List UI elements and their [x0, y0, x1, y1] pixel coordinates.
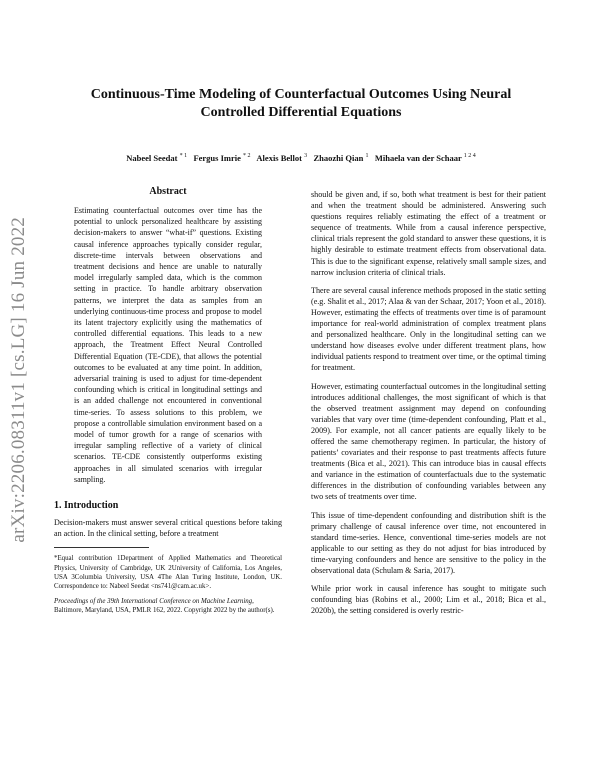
abstract-heading: Abstract	[149, 186, 187, 197]
body-paragraph: should be given and, if so, both what treatment is best for their patient and when the treatment should be administered. Answering such questions requires reliably estimating the effect of a treatment or sequence of treatments. While from a causal inference perspective, clinical trials represent the gold standard to answer these questions, it is highly desirable to estimate treatment effects from observational data. This is due to the significant expense, relatively small sample sizes, and narrow inclusion criteria of clinical trials.	[311, 190, 546, 277]
introduction-heading: 1. Introduction	[54, 500, 119, 512]
intro-paragraph: Decision-makers must answer several critical questions before taking an action. In the clinical setting, before a treatment	[54, 518, 282, 539]
author: Nabeel Seedat $^{* 1}$	[126, 153, 188, 163]
body-paragraph: There are several causal inference methods proposed in the static setting (e.g. Shalit et al., 2017; Alaa & van der Schaar, 2017; Yoon et al., 2018). However, estimating the effects of treatments over time is of paramount importance for real-world administration of complex treatment plans and personalized healthcare. Only in the longitudinal setting can we understand how diseases evolve under different treatment plans, how individual patients respond to treatment over time, or the optimal timing for treatment.	[311, 285, 546, 373]
right-column	[311, 189, 546, 623]
author: Zhaozhi Qian $^1$	[313, 153, 369, 163]
footnote-rule	[54, 547, 149, 548]
author-list	[60, 153, 542, 163]
author: Mihaela van der Schaar $^{1 2 4}$	[374, 153, 476, 163]
left-column	[54, 186, 282, 616]
proceedings-note: Proceedings of the 39th International Conference on Machine Learning, Baltimore, Maryland, USA, PMLR 162, 2022. Copyright 2022 by the author(s).	[54, 597, 275, 615]
arxiv-identifier-stamp	[4, 200, 34, 560]
arxiv-stamp-text: arXiv:2206.08311v1 [cs.LG] 16 Jun 2022	[8, 217, 29, 543]
author: Fergus Imrie $^{* 2}$	[193, 153, 251, 163]
body-paragraph: While prior work in causal inference has sought to mitigate such confounding bias (Robins et al., 2000; Lim et al., 2018; Bica et al., 2020b), the setting considered is overly restric-	[311, 584, 546, 616]
body-paragraph: This issue of time-dependent confounding and distribution shift is the primary challenge of causal inference over time, not encountered in standard time-series. Hence, conventional time-series models are not applicable to our setting as they do not adjust for bias introduced by time-varying confounders and hence are sensitive to the policy in the observational data (Schulam & Saria, 2017).	[311, 510, 546, 575]
body-paragraph: However, estimating counterfactual outcomes in the longitudinal setting introduces additional challenges, the most significant of which is that the observed treatment assignment may depend on confounding variables that vary over time (time-dependent confounding, Platt et al., 2009). For example, not all cancer patients are equally likely to be offered the same chemotherapy regimen. In particular, the history of patients’ covariates and their response to past treatments affects future treatments (Bica et al., 2021). This can introduce bias in causal effects and variance in the estimation of counterfactuals due to the systematic differences in the distribution of confounding variables between any two sets of treatments over time.	[311, 381, 546, 502]
affiliation-footnote: *Equal contribution 1Department of Applied Mathematics and Theoretical Physics, University of Cambridge, UK 2University of California, Los Angeles, USA 3Columbia University, USA 4The Alan Turing Institute, London, UK. Correspondence to: Nabeel Seedat <ns741@cam.ac.uk>.	[54, 555, 282, 591]
abstract-text: Estimating counterfactual outcomes over time has the potential to unlock personalized healthcare by assisting decision-makers to answer “what-if” questions. Existing causal inference approaches typically consider regular, discrete-time intervals between observations and treatment decisions and hence are unable to naturally model irregularly sampled data, which is the common setting in practice. To handle arbitrary observation patterns, we interpret the data as samples from an underlying continuous-time process and propose to model its latent trajectory explicitly using the mathematics of controlled differential equations. This leads to a new approach, the Treatment Effect Neural Controlled Differential Equation (TE-CDE), that allows the potential outcomes to be evaluated at any time point. In addition, adversarial training is used to adjust for time-dependent confounding which is critical in longitudinal settings and is an added challenge not encountered in conventional time-series. To assess solutions to this problem, we propose a controllable simulation environment based on a model of tumor growth for a range of scenarios with irregular sampling reflective of a variety of clinical scenarios. TE-CDE consistently outperforms existing approaches in all simulated scenarios with irregular sampling.	[74, 206, 262, 484]
paper-title: Continuous-Time Modeling of Counterfactual Outcomes Using Neural Controlled Differential Equations	[90, 87, 512, 120]
author: Alexis Bellot $^3$	[256, 153, 308, 163]
